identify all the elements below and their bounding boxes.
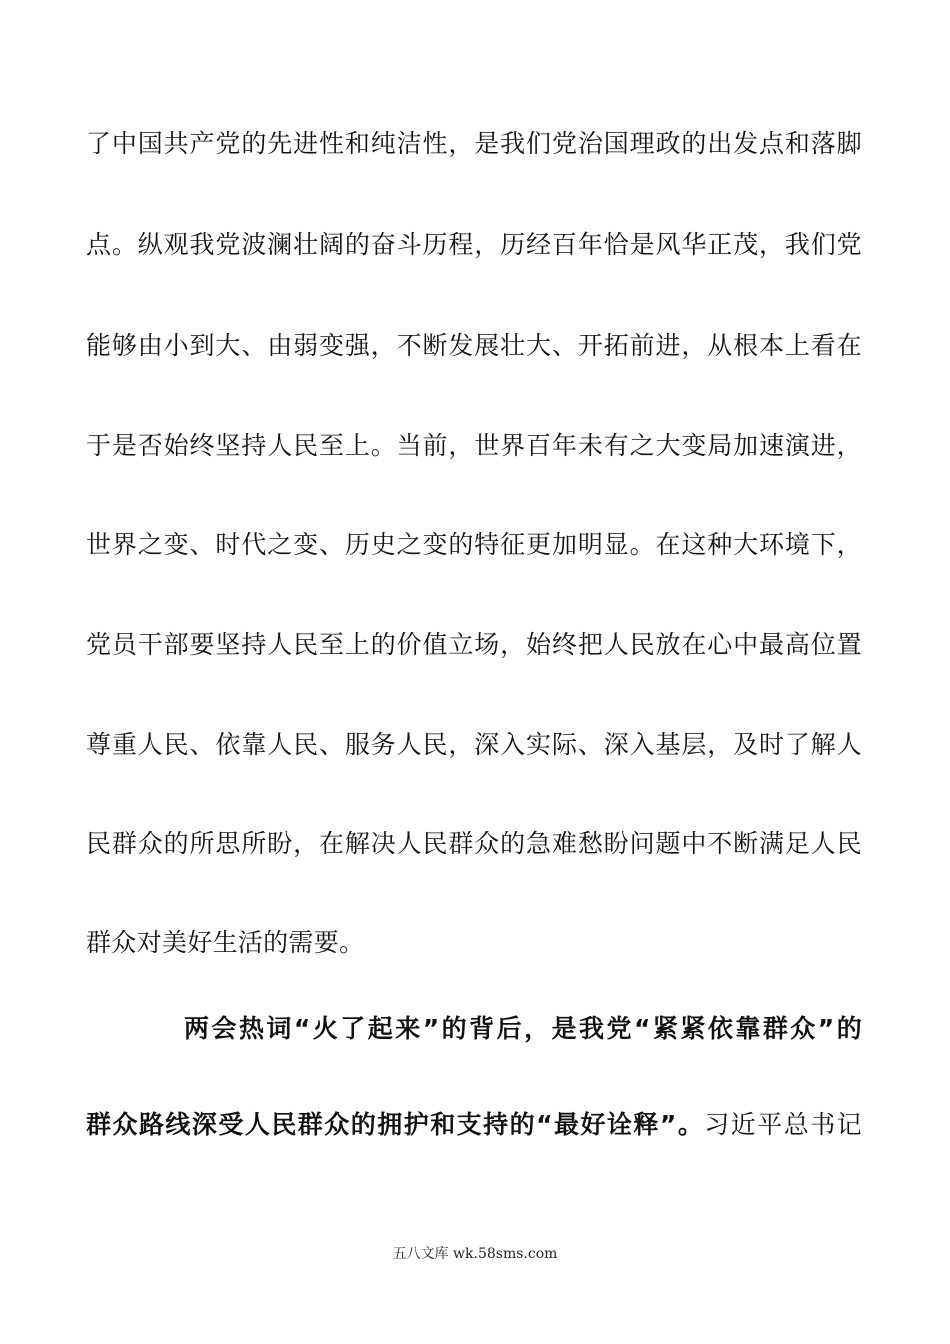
body-line-1: 了中国共产党的先进性和纯洁性，是我们党治国理政的出发点和落脚 <box>86 129 862 158</box>
heading-bold-text: 群众路线深受人民群众的拥护和支持的“最好诠释”。 <box>86 1110 705 1139</box>
body-line-2: 点。纵观我党波澜壮阔的奋斗历程，历经百年恰是风华正茂，我们党 <box>86 230 862 259</box>
section-heading-line-2 <box>86 1109 862 1141</box>
body-line-4: 于是否始终坚持人民至上。当前，世界百年未有之大变局加速演进， <box>86 431 862 460</box>
section-heading-line-1: 两会热词“火了起来”的背后，是我党“紧紧依靠群众”的 <box>184 1014 862 1043</box>
body-line-5: 世界之变、时代之变、历史之变的特征更加明显。在这种大环境下， <box>86 530 862 559</box>
body-line-9: 群众对美好生活的需要。 <box>86 928 365 957</box>
heading-normal-text: 习近平总书记 <box>704 1110 862 1139</box>
body-line-6: 党员干部要坚持人民至上的价值立场，始终把人民放在心中最高位置 <box>86 630 862 659</box>
body-line-3: 能够由小到大、由弱变强，不断发展壮大、开拓前进，从根本上看在 <box>86 331 862 360</box>
body-line-7: 尊重人民、依靠人民、服务人民，深入实际、深入基层，及时了解人 <box>86 730 862 759</box>
body-line-8: 民群众的所思所盼，在解决人民群众的急难愁盼问题中不断满足人民 <box>86 829 862 858</box>
footer-watermark: 五八文库 wk.58sms.com <box>392 1246 558 1262</box>
